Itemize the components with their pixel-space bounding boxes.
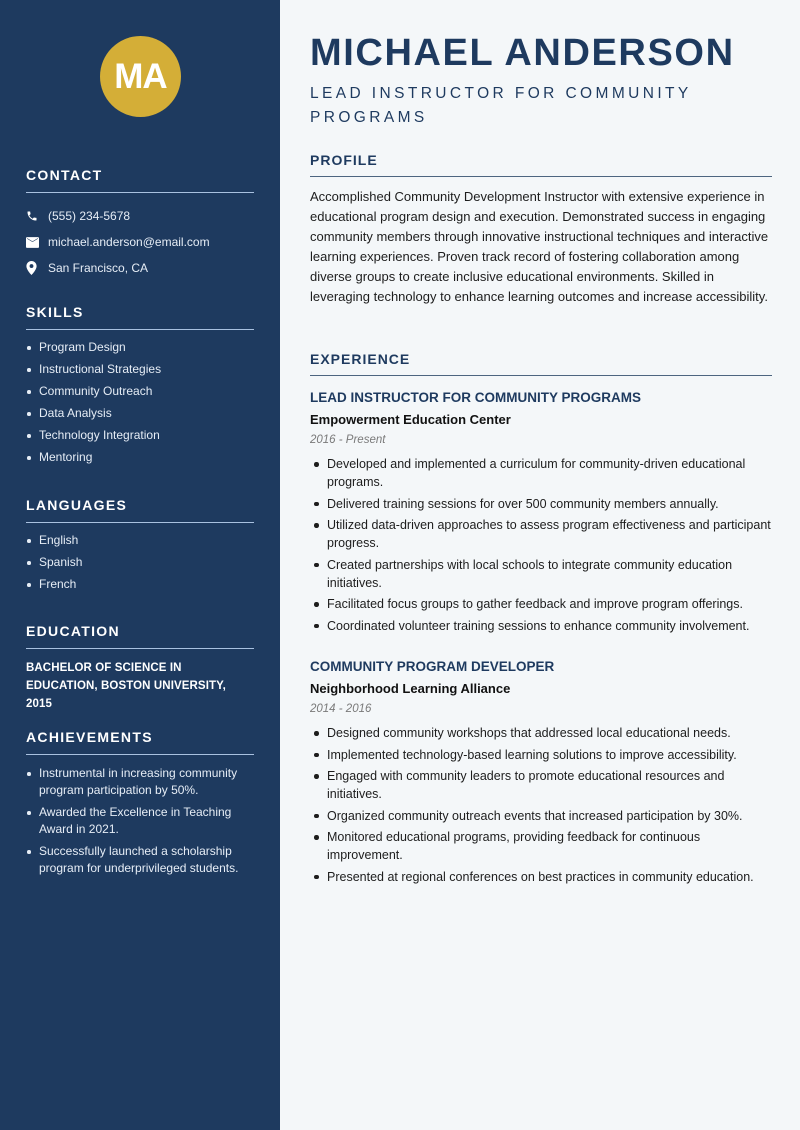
contact-list: [26, 203, 254, 281]
achievements-list: [26, 765, 254, 877]
candidate-name: MICHAEL ANDERSON: [310, 32, 735, 74]
job-entry: [310, 659, 772, 889]
avatar: [100, 36, 181, 117]
skill-item: Instructional Strategies: [26, 361, 254, 378]
section-heading-achievements: ACHIEVEMENTS: [26, 729, 254, 755]
job-bullet: Designed community workshops that addressed local educational needs.: [310, 724, 772, 742]
languages-list: [26, 532, 254, 593]
language-item: Spanish: [26, 554, 254, 571]
skill-item: Data Analysis: [26, 405, 254, 422]
job-entry: [310, 390, 772, 638]
job-bullet: Presented at regional conferences on best practices in community education.: [310, 868, 772, 886]
achievements-section: [26, 729, 254, 882]
languages-section: [26, 497, 254, 598]
avatar-initials: MA: [114, 56, 167, 96]
skill-item: Community Outreach: [26, 383, 254, 400]
location-text: San Francisco, CA: [48, 261, 149, 275]
job-company: Empowerment Education Center: [310, 412, 511, 427]
job-bullet: Created partnerships with local schools to integrate community education initiatives.: [310, 556, 772, 592]
job-bullet: Facilitated focus groups to gather feedback and improve program offerings.: [310, 595, 772, 613]
candidate-title: LEAD INSTRUCTOR FOR COMMUNITY PROGRAMS: [310, 85, 692, 126]
contact-location: [26, 255, 254, 281]
job-bullet: Monitored educational programs, providing feedback for continuous improvement.: [310, 828, 772, 864]
profile-section: [310, 152, 772, 307]
section-heading-education: EDUCATION: [26, 623, 254, 649]
experience-section: [310, 351, 772, 376]
job-bullet: Organized community outreach events that increased participation by 30%.: [310, 807, 772, 825]
education-entry: BACHELOR OF SCIENCE IN EDUCATION, BOSTON UNIVERSITY, 2015: [26, 662, 226, 710]
email-icon: [26, 237, 48, 248]
job-dates: 2016 - Present: [310, 434, 386, 446]
contact-phone: [26, 203, 254, 229]
job-bullet: Delivered training sessions for over 500 community members annually.: [310, 495, 772, 513]
contact-email: [26, 229, 254, 255]
section-heading-experience: EXPERIENCE: [310, 351, 772, 376]
job-bullet: Engaged with community leaders to promote educational resources and initiatives.: [310, 767, 772, 803]
section-heading-languages: LANGUAGES: [26, 497, 254, 523]
email-text: michael.anderson@email.com: [48, 235, 210, 249]
section-heading-contact: CONTACT: [26, 167, 254, 193]
location-pin-icon: [26, 261, 48, 275]
contact-section: [26, 167, 254, 281]
job-company: Neighborhood Learning Alliance: [310, 681, 511, 696]
job-bullet: Coordinated volunteer training sessions to enhance community involvement.: [310, 617, 772, 635]
job-dates: 2014 - 2016: [310, 703, 372, 715]
job-title: COMMUNITY PROGRAM DEVELOPER: [310, 659, 555, 674]
sidebar: [0, 0, 280, 1130]
skill-item: Mentoring: [26, 449, 254, 466]
job-bullets: [310, 455, 772, 635]
skill-item: Program Design: [26, 339, 254, 356]
achievement-item: Awarded the Excellence in Teaching Award in 2021.: [26, 804, 254, 838]
achievement-item: Successfully launched a scholarship program for underprivileged students.: [26, 843, 254, 877]
profile-text: Accomplished Community Development Instructor with extensive experience in educational program design and execution. Demonstrated success in engaging community members through innovative instructional techniques and interactive learning experiences. Proven track record of fostering collaboration among diverse groups to create inclusive educational environments. Skilled in leveraging technology to enhance learning outcomes and increase accessibility.: [310, 189, 769, 304]
achievement-item: Instrumental in increasing community program participation by 50%.: [26, 765, 254, 799]
skills-list: [26, 339, 254, 466]
skills-section: [26, 304, 254, 471]
job-bullet: Implemented technology-based learning solutions to improve accessibility.: [310, 746, 772, 764]
job-bullets: [310, 724, 772, 886]
job-bullet: Utilized data-driven approaches to assess program effectiveness and participant progress.: [310, 516, 772, 552]
phone-text: (555) 234-5678: [48, 209, 131, 223]
section-heading-skills: SKILLS: [26, 304, 254, 330]
phone-icon: [26, 210, 48, 222]
language-item: English: [26, 532, 254, 549]
job-bullet: Developed and implemented a curriculum for community-driven educational programs.: [310, 455, 772, 491]
job-title: LEAD INSTRUCTOR FOR COMMUNITY PROGRAMS: [310, 390, 642, 405]
language-item: French: [26, 576, 254, 593]
education-section: [26, 623, 254, 713]
skill-item: Technology Integration: [26, 427, 254, 444]
section-heading-profile: PROFILE: [310, 152, 772, 177]
